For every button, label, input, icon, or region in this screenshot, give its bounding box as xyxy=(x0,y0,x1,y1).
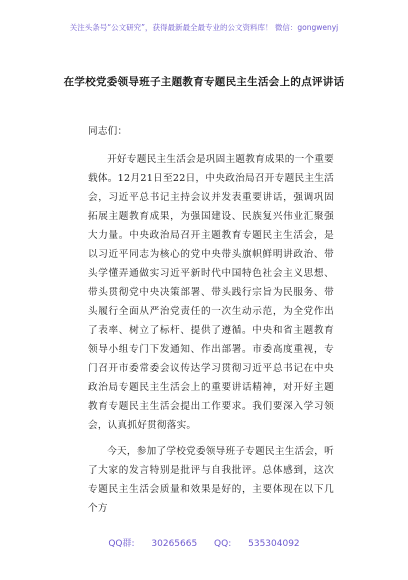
paragraph-2: 今天，参加了学校党委领导班子专题民主生活会，听了大家的发言特别是批评与自我批评。总体感到，这次专题民主生活会质量和效果是好的，主要体现在以下几个方 xyxy=(88,446,334,514)
document-title: 在学校党委领导班子主题教育专题民主生活会上的点评讲话 xyxy=(63,76,345,88)
header-notice: 关注头条号“公文研究”，获得最新最全最专业的公文资料库！ 微信：gongwenyj xyxy=(69,23,339,32)
salutation: 同志们： xyxy=(88,126,128,137)
footer-contact: QQ群: 30265665 QQ: 535304092 xyxy=(108,539,300,549)
paragraph-1: 开好专题民主生活会是巩固主题教育成果的一个重要载体。12月21日至22日，中央政治局召开专题民主生活会，习近平总书记主持会议并发表重要讲话，强调巩固拓展主题教育成果，为强国建设、民族复兴伟业汇聚强大力量。中央政治局召开主题教育专题民主生活会，是以习近平同志为核心的党中央带头旗帜鲜明讲政治、带头学懂弄通做实习近平新时代中国特色社会主义思想、带头贯彻党中央决策部署、带头践行宗旨为民服务、带头履行全面从严治党责任的一次生动示范，为全党作出了表率、树立了标杆、提供了遵循。中央和省主题教育领导小组专门下发通知、作出部署。市委高度重视，专门召开市委常委会议传达学习贯彻习近平总书记在中央政治局专题民主生活会上的重要讲话精神，对开好主题教育专题民主生活会提出工作要求。我们要深入学习领会，认真抓好贯彻落实。 xyxy=(88,154,334,431)
